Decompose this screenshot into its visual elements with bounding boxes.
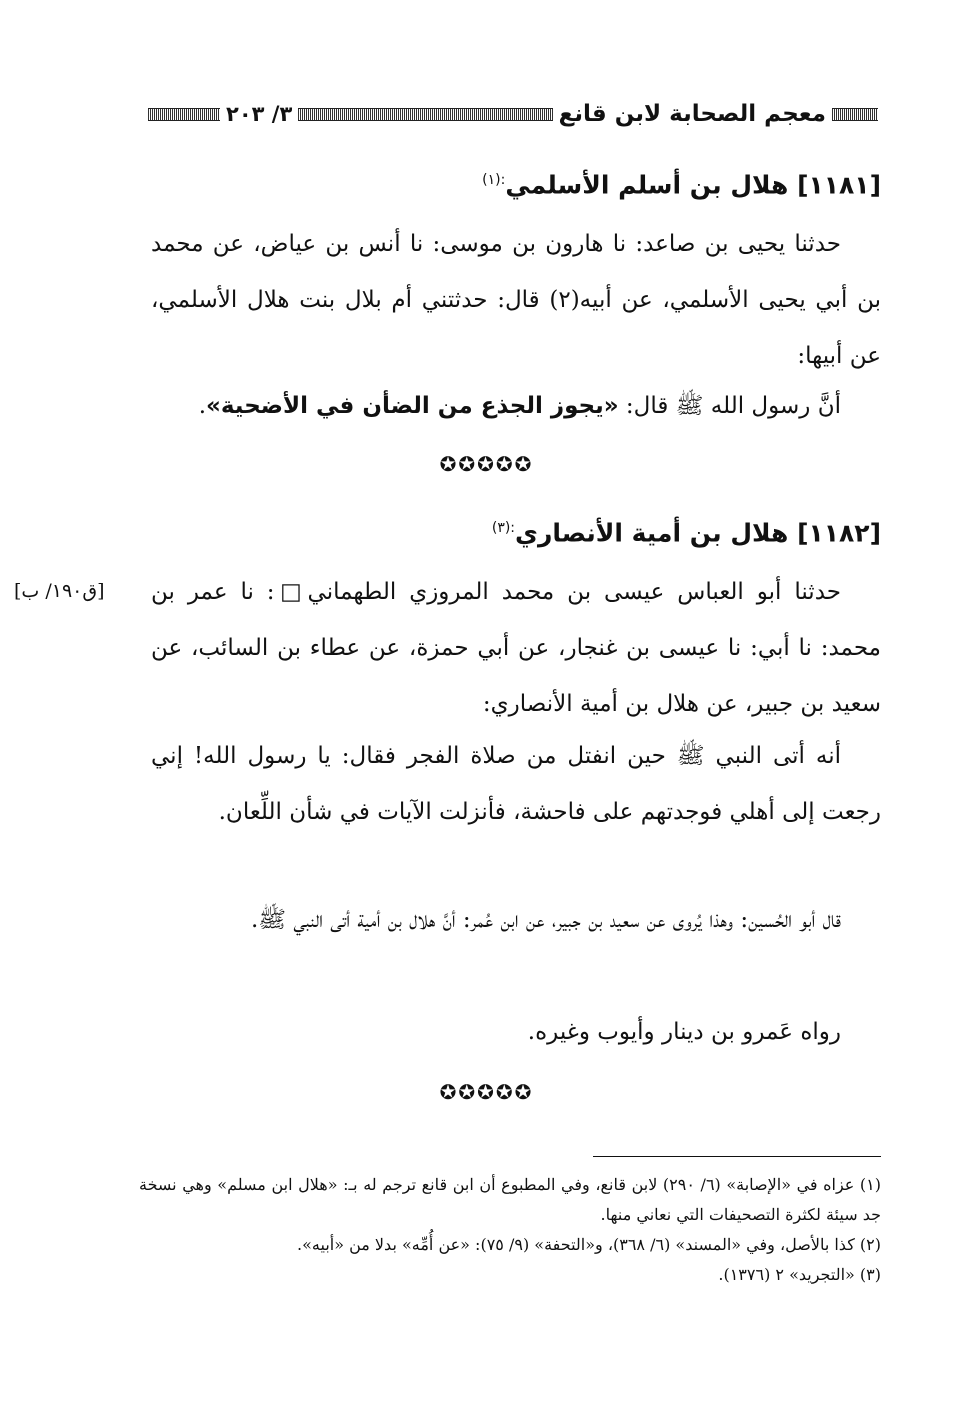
- commentary-paragraph: قال أبو الحُسين: وهذا يُروى عن سعيد بن جبير، عن ابن عُمر: أنَّ هلال بن أمية أتى النبي ﷺ.: [250, 907, 841, 933]
- footnote-ref: :(١): [482, 172, 506, 188]
- hadith-quote: «يجوز الجذع من الضأن في الأضحية»: [206, 393, 619, 419]
- footnotes: [139, 1170, 881, 1290]
- footnote: (٢) كذا بالأصل، وفي «المسند» (٦/ ٣٦٨)، و«التحفة» (٩/ ٧٥): «عن أُمِّه» بدلا من «أبيه».: [297, 1235, 881, 1254]
- entry-heading: [482, 160, 881, 205]
- commentary-paragraph: رواه عَمرو بن دينار وأيوب وغيره.: [527, 1019, 841, 1045]
- footnote-rule: [593, 1156, 881, 1157]
- hadith-text: أنه أتى النبي ﷺ حين انفتل من صلاة الفجر فقال: يا رسول الله! إني رجعت إلى أهلي فوجدتهم على فاحشة، فأنزلت الآيات في شأن اللِّعان.: [151, 743, 881, 825]
- manuscript-folio-note: [ق١٩٠/ ب]: [14, 580, 105, 602]
- isnad-paragraph: حدثنا يحيى بن صاعد: نا هارون بن موسى: نا أنس بن عياض، عن محمد بن أبي يحيى الأسلمي، عن أبيه(٢) قال: حدثتني أم بلال بنت هلال الأسلمي، عن أبيها:: [151, 231, 881, 369]
- entry-name: هلال بن أسلم الأسلمي: [505, 170, 789, 200]
- footnote: (١) عزاه في «الإصابة» (٦/ ٢٩٠) لابن قانع، وفي المطبوع أن ابن قانع ترجم له بـ: «هلال ابن مسلم» وهي نسخة جد سيئة لكثرة التصحيفات التي نعاني منها.: [139, 1175, 882, 1224]
- header-book-title: معجم الصحابة لابن قانع: [553, 98, 832, 130]
- section-separator: ✪✪✪✪✪: [439, 452, 534, 476]
- hadith-text: أنَّ رسول الله ﷺ قال: «يجوز الجذع من الضأن في الأضحية».: [198, 393, 841, 419]
- entry-number: [١١٨٢]: [797, 518, 881, 548]
- footnote: (٣) «التجريد» ٢ (١٣٧٦).: [718, 1265, 881, 1284]
- header-page-number: ٣/ ٢٠٣: [220, 98, 298, 130]
- entry-heading: [492, 508, 881, 553]
- running-header: [148, 98, 878, 132]
- section-separator: ✪✪✪✪✪: [439, 1080, 534, 1104]
- footnote-ref: :(٣): [491, 520, 516, 536]
- entry-number: [١١٨١]: [797, 170, 881, 200]
- entry-name: هلال بن أمية الأنصاري: [515, 518, 789, 548]
- isnad-paragraph: حدثنا أبو العباس عيسى بن محمد المروزي الطهماني□: نا عمر بن محمد: نا أبي: نا عيسى بن غنجار، عن أبي حمزة، عن عطاء بن السائب، عن سعيد بن جبير، عن هلال بن أمية الأنصاري:: [151, 579, 881, 717]
